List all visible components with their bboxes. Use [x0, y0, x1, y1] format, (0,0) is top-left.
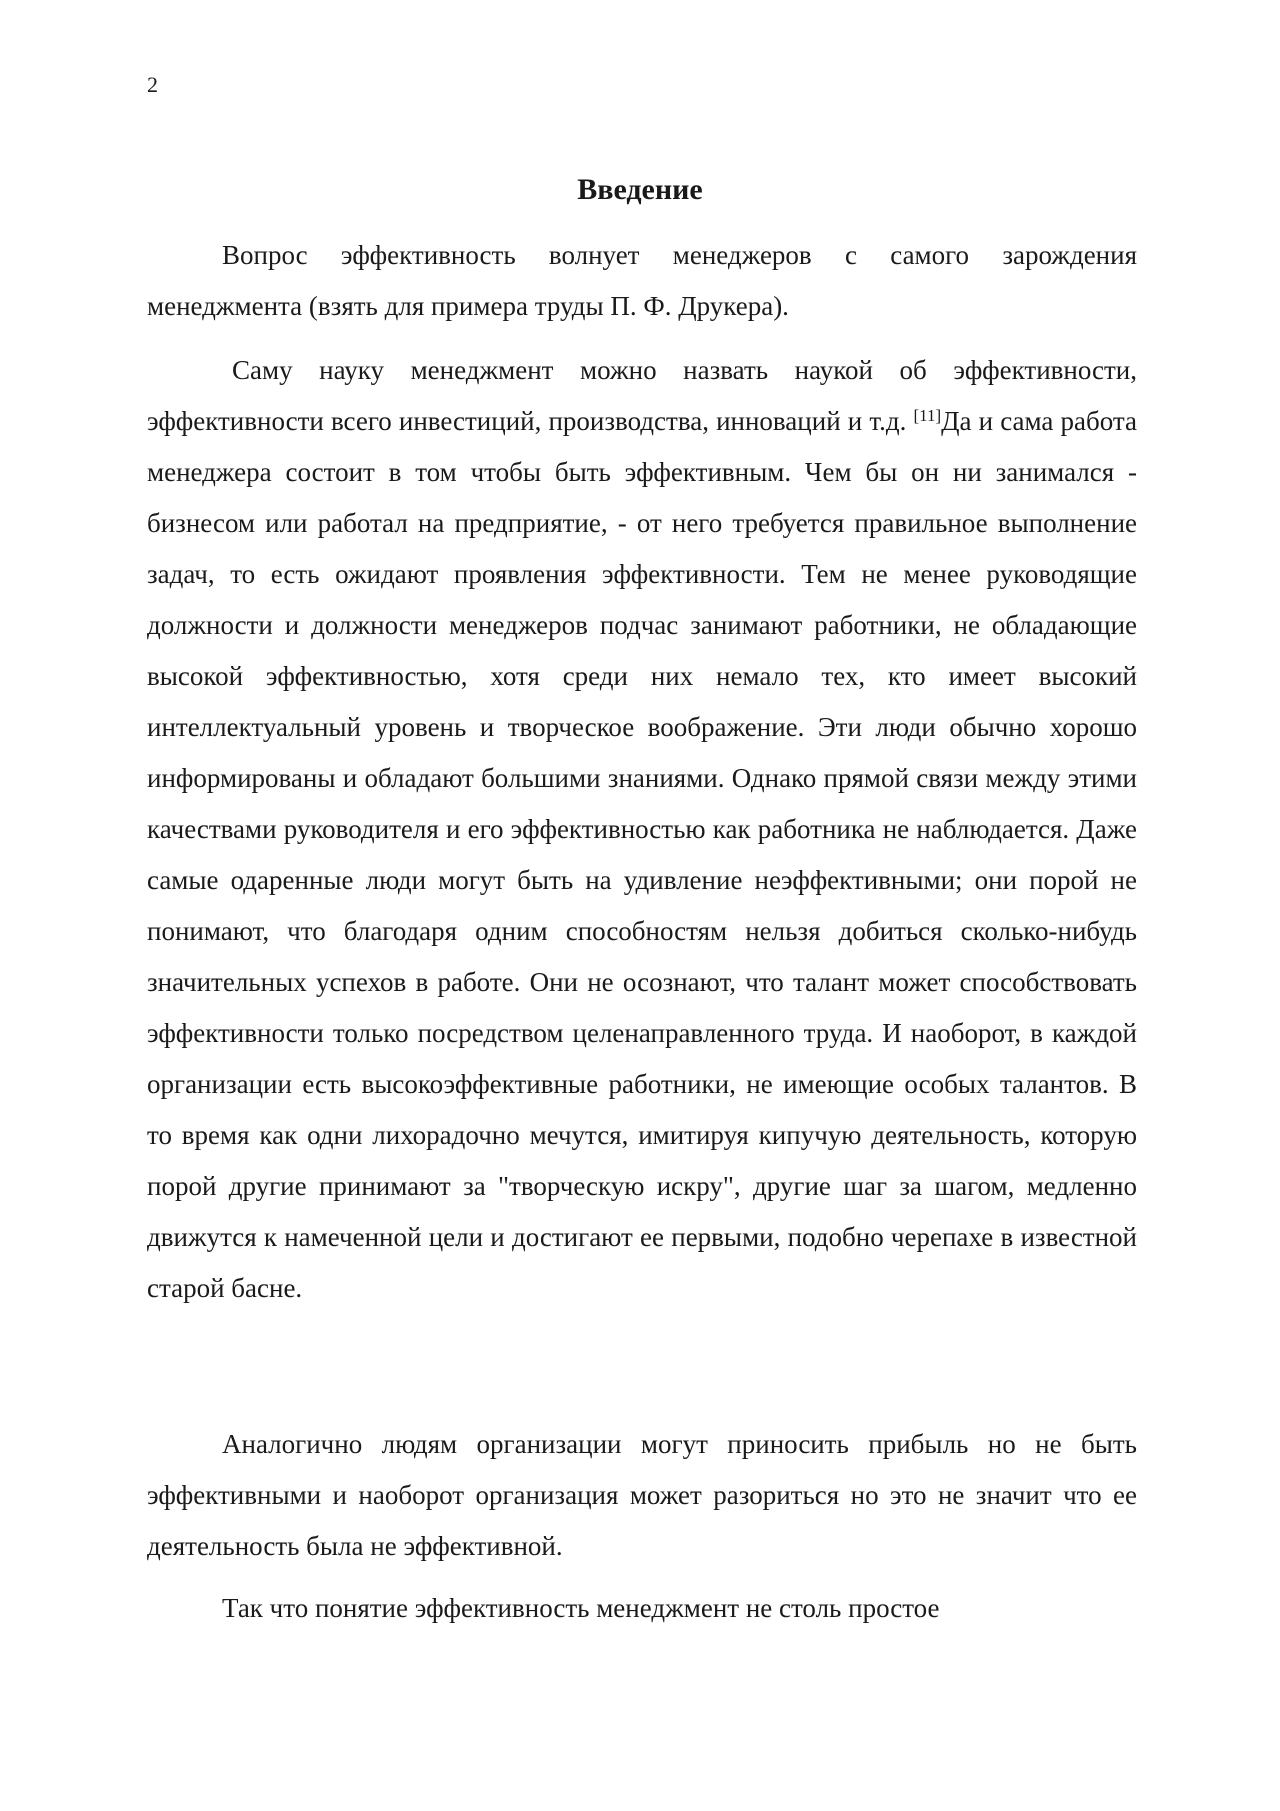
citation-reference: [11]: [913, 406, 942, 425]
paragraph-2-text-start: Саму науку менеджмент можно назвать наукой об эффективности, эффективности всего инвестиций, производства, инноваций и т.д.: [147, 355, 1137, 436]
paragraph-1: Вопрос эффективность волнует менеджеров с самого зарождения менеджмента (взять для примера труды П. Ф. Друкера).: [147, 240, 1137, 321]
paragraph-2: [147, 345, 1137, 1314]
page-number: 2: [147, 72, 158, 97]
paragraph-4: Так что понятие эффективность менеджмент не столь простое: [222, 1593, 940, 1623]
paragraph-3: Аналогично людям организации могут приносить прибыль но не быть эффективными и наоборот организация может разориться но это не значит что ее деятельность была не эффективной.: [147, 1429, 1137, 1561]
document-title: Введение: [577, 173, 703, 206]
paragraph-2-text-end: Да и сама работа менеджера состоит в том чтобы быть эффективным. Чем бы он ни занимался - бизнесом или работал на предприятие, - от него требуется правильное выполнение задач, то есть ожидают проявления эффективности. Тем не менее руководящие должности и должности менеджеров подчас занимают работники, не обладающие высокой эффективностью, хотя среди них немало тех, кто имеет высокий интеллектуальный уровень и творческое воображение. Эти люди обычно хорошо информированы и обладают большими знаниями. Однако прямой связи между этими качествами руководителя и его эффективностью как работника не наблюдается. Даже самые одаренные люди могут быть на удивление неэффективными; они порой не понимают, что благодаря одним способностям нельзя добиться сколько-нибудь значительных успехов в работе. Они не осознают, что талант может способствовать эффективности только посредством целенаправленного труда. И наоборот, в каждой организации есть высокоэффективные работники, не имеющие особых талантов. В то время как одни лихорадочно мечутся, имитируя кипучую деятельность, которую порой другие принимают за "творческую искру", другие шаг за шагом, медленно движутся к намеченной цели и достигают ее первыми, подобно черепахе в известной старой басне.: [147, 406, 1137, 1303]
